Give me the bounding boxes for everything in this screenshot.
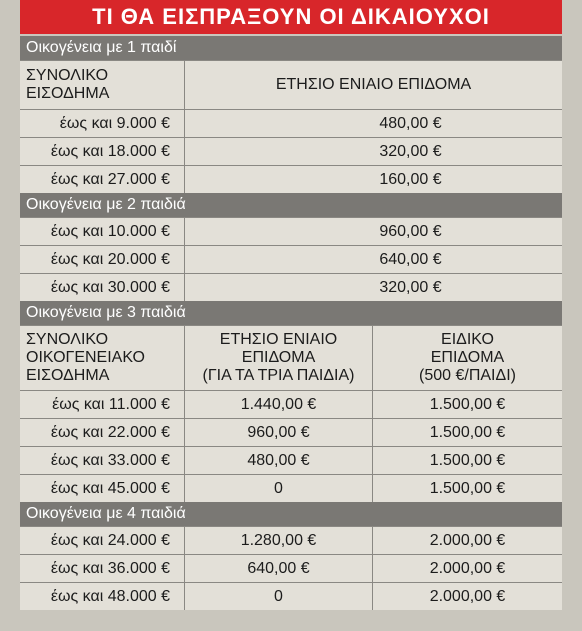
annual-cell: 960,00 €	[379, 222, 442, 240]
table-row	[20, 446, 562, 474]
table-row	[20, 582, 562, 610]
annual-cell: 1.440,00 €	[185, 391, 373, 418]
table-row	[20, 418, 562, 446]
income-cell: έως και 33.000 €	[20, 447, 185, 474]
table-row	[20, 109, 562, 137]
special-cell: 2.000,00 €	[429, 531, 506, 549]
income-cell: έως και 24.000 €	[20, 527, 185, 554]
income-cell: έως και 48.000 €	[20, 583, 185, 610]
annual-cell: 480,00 €	[185, 447, 373, 474]
section-heading-2-children: Οικογένεια με 2 παιδιά	[20, 193, 562, 217]
special-cell: 2.000,00 €	[429, 559, 506, 577]
income-cell: έως και 11.000 €	[20, 391, 185, 418]
header-text: ΕΙΔΙΚΟ	[441, 331, 494, 348]
header-text: ΣΥΝΟΛΙΚΟ	[26, 331, 109, 348]
header-text: ΕΠΙΔΟΜΑ	[241, 349, 316, 366]
annual-cell: 960,00 €	[185, 419, 373, 446]
special-cell: 1.500,00 €	[429, 451, 506, 469]
income-cell: έως και 45.000 €	[20, 475, 185, 502]
header-text: ΕΙΣΟΔΗΜΑ	[26, 85, 110, 102]
income-cell: έως και 27.000 €	[20, 166, 185, 193]
income-cell: έως και 18.000 €	[20, 138, 185, 165]
annual-cell: 480,00 €	[379, 114, 442, 132]
income-cell: έως και 30.000 €	[20, 274, 185, 301]
special-cell: 1.500,00 €	[429, 395, 506, 413]
income-cell: έως και 10.000 €	[20, 218, 185, 245]
header-family-income	[20, 326, 185, 390]
income-cell: έως και 22.000 €	[20, 419, 185, 446]
header-row	[20, 60, 562, 109]
table-title: ΤΙ ΘΑ ΕΙΣΠΡΑΞΟΥΝ ΟΙ ΔΙΚΑΙΟΥΧΟΙ	[20, 0, 562, 34]
table-row	[20, 474, 562, 502]
section-heading-4-children: Οικογένεια με 4 παιδιά	[20, 502, 562, 526]
income-cell: έως και 20.000 €	[20, 246, 185, 273]
annual-cell: 320,00 €	[379, 278, 442, 296]
table-row	[20, 137, 562, 165]
header-annual-benefit	[185, 326, 373, 390]
benefit-tables	[20, 36, 562, 610]
annual-cell: 320,00 €	[379, 142, 442, 160]
section-heading-3-children: Οικογένεια με 3 παιδιά	[20, 301, 562, 325]
header-text: (ΓΙΑ ΤΑ ΤΡΙΑ ΠΑΙΔΙΑ)	[202, 367, 355, 384]
header-text: ΕΤΗΣΙΟ ΕΝΙΑΙΟ	[219, 331, 338, 348]
header-total-income	[20, 61, 185, 109]
table-row	[20, 390, 562, 418]
special-cell: 2.000,00 €	[429, 587, 506, 605]
section-heading-1-child: Οικογένεια με 1 παιδί	[20, 36, 562, 60]
annual-cell: 0	[185, 475, 373, 502]
income-cell: έως και 36.000 €	[20, 555, 185, 582]
header-text: (500 €/ΠΑΙΔΙ)	[419, 367, 516, 384]
special-cell: 1.500,00 €	[429, 423, 506, 441]
table-row	[20, 245, 562, 273]
annual-cell: 0	[185, 583, 373, 610]
header-text: ΟΙΚΟΓΕΝΕΙΑΚΟ	[26, 349, 145, 366]
header-text: ΕΙΣΟΔΗΜΑ	[26, 367, 110, 384]
header-text: ΕΠΙΔΟΜΑ	[430, 349, 505, 366]
annual-cell: 640,00 €	[379, 250, 442, 268]
income-cell: έως και 9.000 €	[20, 110, 185, 137]
header-text: ΣΥΝΟΛΙΚΟ	[26, 67, 109, 84]
table-row	[20, 217, 562, 245]
annual-cell: 160,00 €	[379, 170, 442, 188]
header-row	[20, 325, 562, 390]
table-row	[20, 554, 562, 582]
table-row	[20, 165, 562, 193]
table-row	[20, 273, 562, 301]
special-cell: 1.500,00 €	[429, 479, 506, 497]
header-annual-benefit: ΕΤΗΣΙΟ ΕΝΙΑΙΟ ΕΠΙΔΟΜΑ	[275, 76, 472, 93]
annual-cell: 640,00 €	[185, 555, 373, 582]
header-special-benefit	[373, 326, 562, 390]
annual-cell: 1.280,00 €	[185, 527, 373, 554]
table-row	[20, 526, 562, 554]
